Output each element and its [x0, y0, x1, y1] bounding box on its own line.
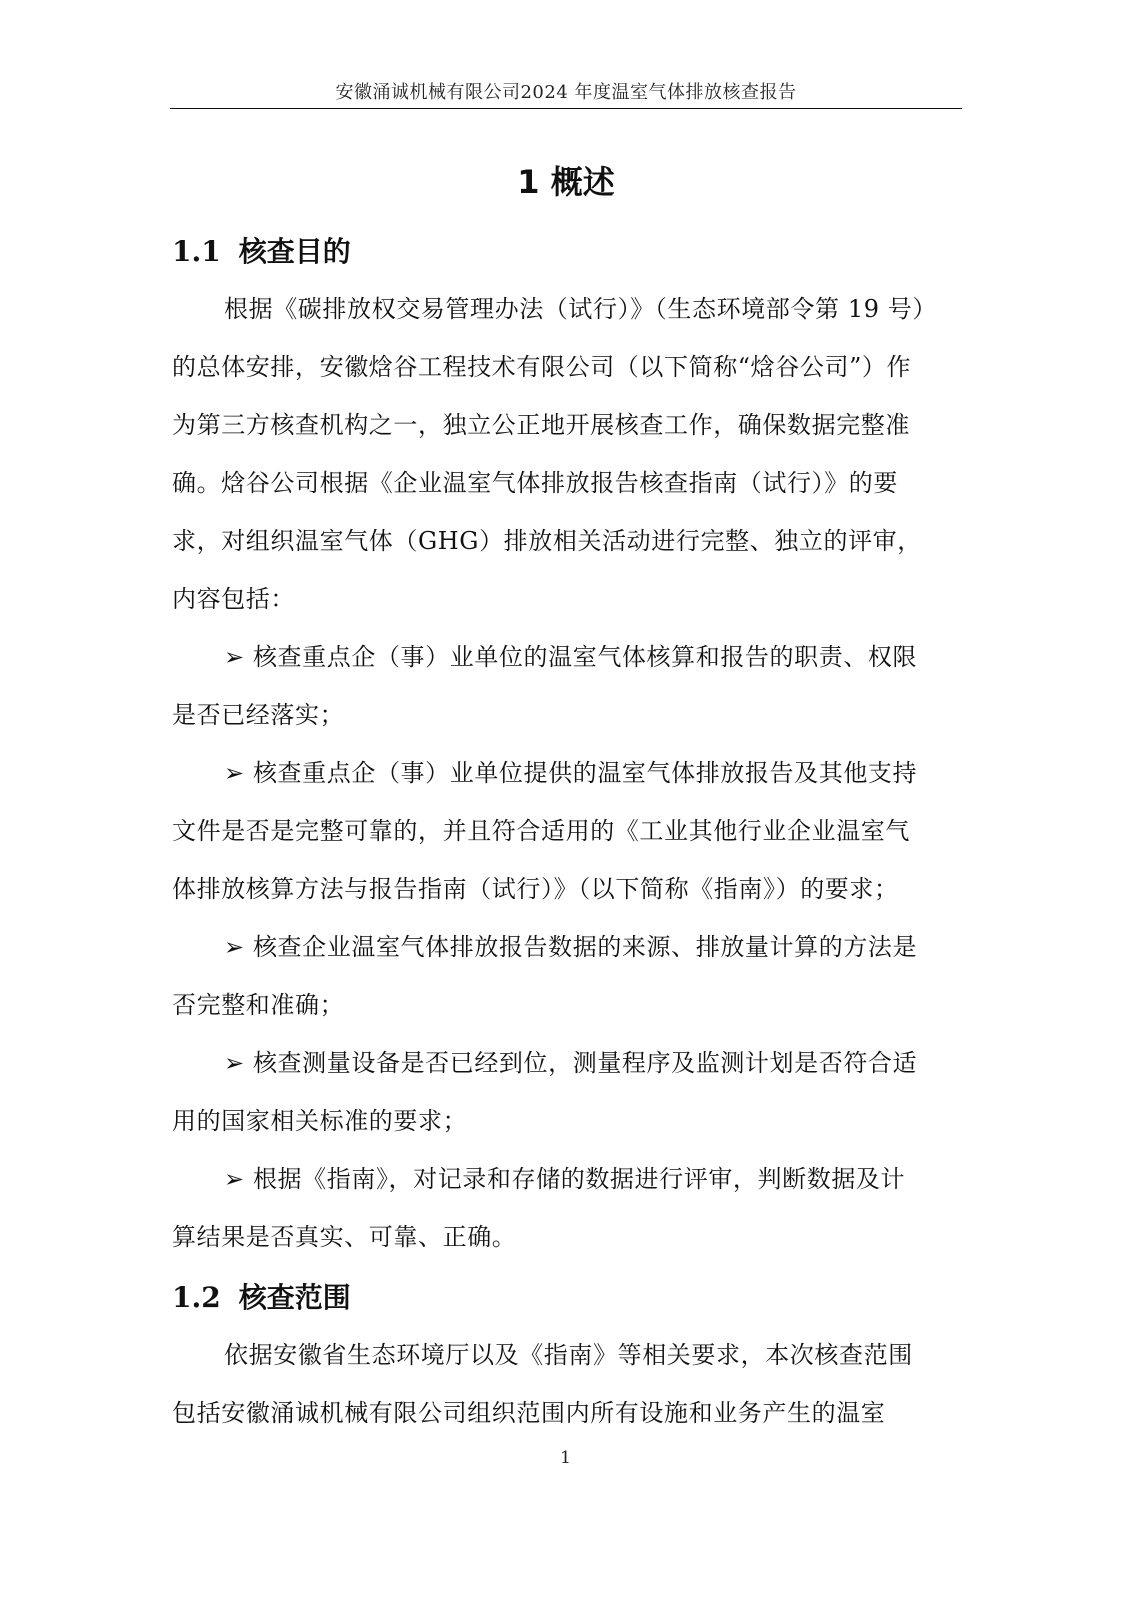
paragraph-line: 根据《碳排放权交易管理办法（试行）》（生态环境部令第 19 号） [224, 295, 937, 323]
bullet-item-line: ➢ 核查重点企（事）业单位的温室气体核算和报告的职责、权限 [224, 643, 918, 671]
bullet-item-line: 否完整和准确； [172, 991, 345, 1019]
paragraph-line: 包括安徽涌诚机械有限公司组织范围内所有设施和业务产生的温室 [172, 1399, 886, 1427]
page-number: 1 [560, 1448, 571, 1468]
chapter-title: 1 概述 [517, 163, 615, 201]
bullet-item-line: ➢ 核查测量设备是否已经到位，测量程序及监测计划是否符合适 [224, 1049, 918, 1077]
bullet-item-line: 体排放核算方法与报告指南（试行）》（以下简称《指南》）的要求； [172, 875, 899, 903]
bullet-item-line: ➢ 核查企业温室气体排放报告数据的来源、排放量计算的方法是 [224, 933, 918, 961]
paragraph-line: 内容包括： [172, 585, 295, 613]
section-heading-1-1 [172, 232, 351, 272]
section-number: 1.1 [172, 235, 221, 268]
bullet-item-line: ➢ 根据《指南》，对记录和存储的数据进行评审，判断数据及计 [224, 1165, 906, 1193]
bullet-item-line: 算结果是否真实、可靠、正确。 [172, 1223, 517, 1251]
paragraph-line: 的总体安排，安徽焓谷工程技术有限公司（以下简称“焓谷公司”）作 [172, 353, 912, 381]
running-header: 安徽涌诚机械有限公司2024 年度温室气体排放核查报告 [335, 82, 797, 103]
section-number: 1.2 [172, 1281, 221, 1314]
paragraph-line: 求，对组织温室气体（GHG）排放相关活动进行完整、独立的评审， [172, 527, 922, 555]
bullet-item-line: 用的国家相关标准的要求； [172, 1107, 468, 1135]
paragraph-line: 确。焓谷公司根据《企业温室气体排放报告核查指南（试行）》的要 [172, 469, 898, 497]
paragraph-line: 为第三方核查机构之一，独立公正地开展核查工作，确保数据完整准 [172, 411, 910, 439]
section-title-text: 核查目的 [238, 235, 351, 268]
bullet-item-line: 是否已经落实； [172, 701, 345, 729]
section-title-text: 核查范围 [238, 1281, 351, 1314]
section-heading-1-2 [172, 1278, 351, 1318]
bullet-item-line: 文件是否是完整可靠的，并且符合适用的《工业其他行业企业温室气 [172, 817, 910, 845]
bullet-item-line: ➢ 核查重点企（事）业单位提供的温室气体排放报告及其他支持 [224, 759, 918, 787]
header-rule [170, 108, 962, 109]
paragraph-line: 依据安徽省生态环境厅以及《指南》等相关要求，本次核查范围 [224, 1341, 913, 1369]
